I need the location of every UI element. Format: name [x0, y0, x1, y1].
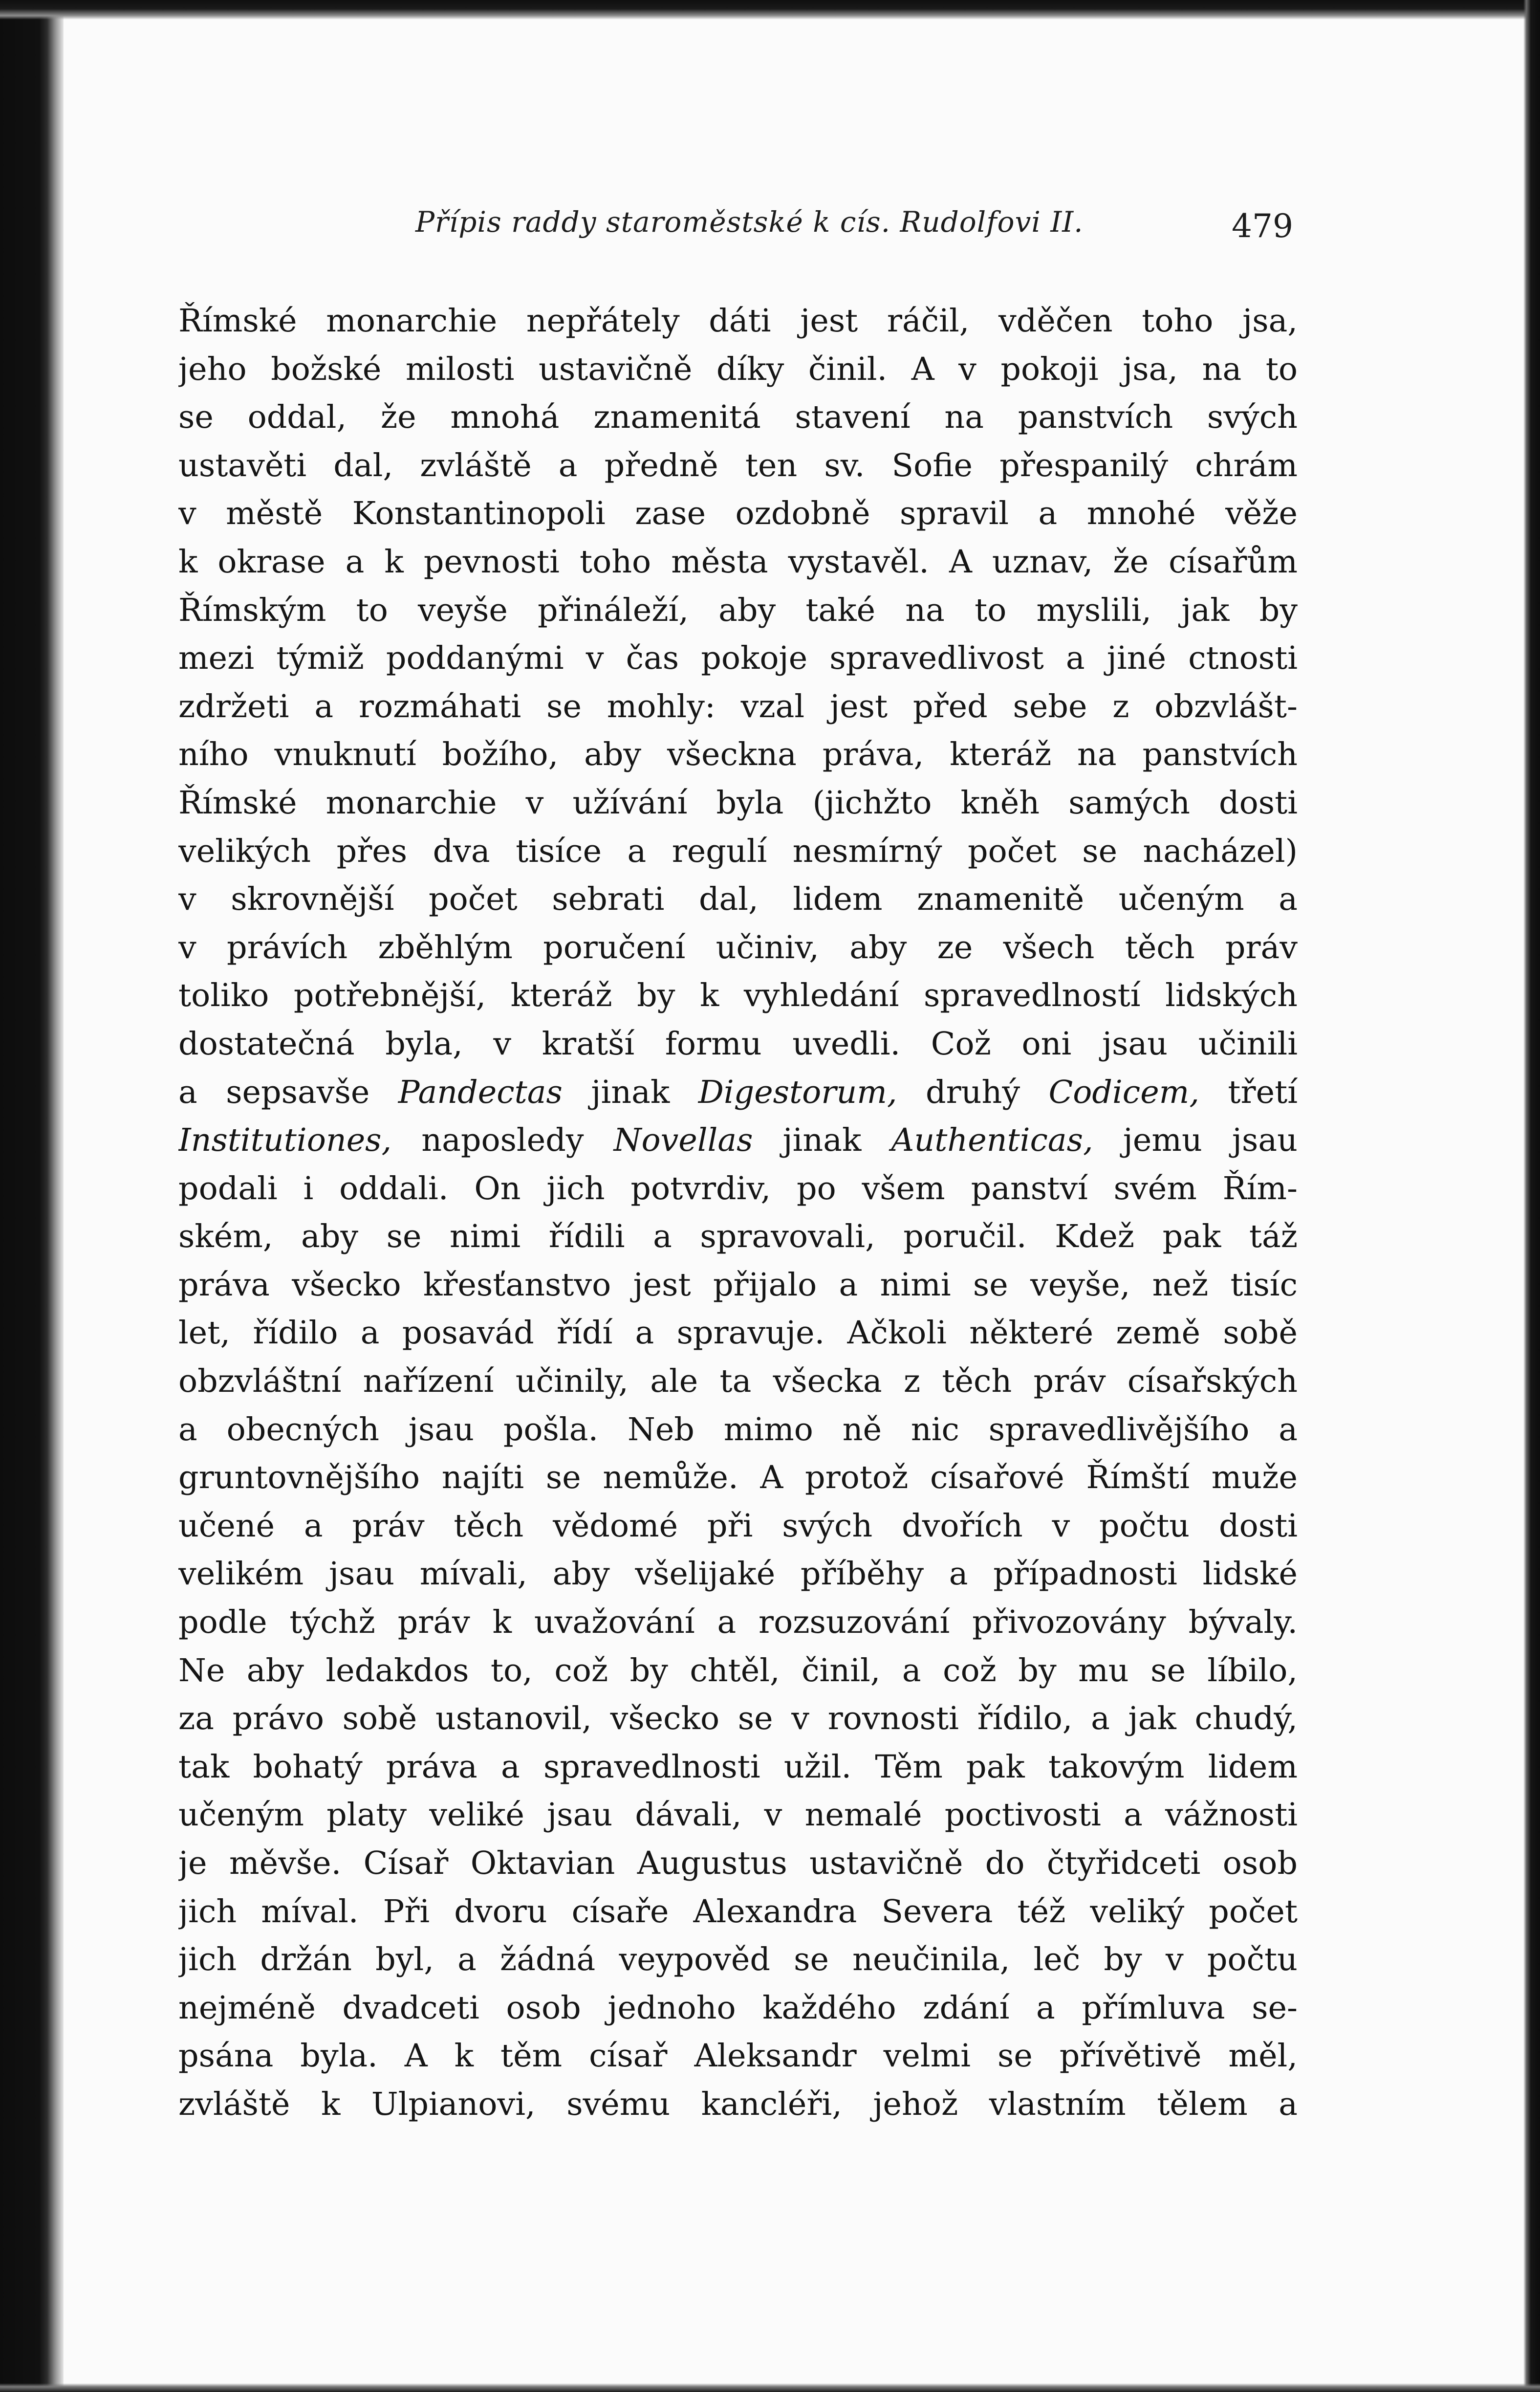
text-line: nejméně dvadceti osob jednoho každého zdání a přímluva se-: [178, 1989, 1298, 2026]
text-run: druhý: [897, 1074, 1049, 1111]
text-line: psána byla. A k těm císař Aleksandr velmi se přívětivě měl,: [178, 2038, 1298, 2075]
text-run: jemu jsau: [1093, 1122, 1298, 1159]
text-line: jeho božské milosti ustavičně díky činil. A v pokoji jsa, na to: [178, 351, 1298, 388]
text-run: a sepsavše: [178, 1074, 398, 1111]
scan-edge-bottom: [0, 2383, 1540, 2392]
text-line-mixed: [178, 1117, 1298, 1165]
text-line: učeným platy veliké jsau dávali, v nemalé poctivosti a vážnosti: [178, 1797, 1298, 1834]
scan-edge-right: [1523, 0, 1540, 2392]
text-line: obzvláštní nařízení učinily, ale ta všecka z těch práv císařských: [178, 1363, 1298, 1400]
text-line: a obecných jsau pošla. Neb mimo ně nic spravedlivějšího a: [178, 1411, 1298, 1448]
text-line: jich držán byl, a žádná veypověd se neučinila, leč by v počtu: [178, 1941, 1298, 1978]
text-line: velikém jsau mívali, aby všelijaké příběhy a případnosti lidské: [178, 1556, 1298, 1593]
body-text: [178, 297, 1298, 2129]
text-line: v skrovnější počet sebrati dal, lidem znamenitě učeným a: [178, 881, 1298, 918]
text-line: v městě Konstantinopoli zase ozdobně spravil a mnohé věže: [178, 495, 1298, 532]
text-line: Římským to veyše přináleží, aby také na to myslili, jak by: [178, 592, 1298, 629]
text-line: za právo sobě ustanovil, všecko se v rovnosti řídilo, a jak chudý,: [178, 1700, 1298, 1737]
scan-edge-top: [0, 0, 1540, 20]
text-line: tak bohatý práva a spravedlnosti užil. Těm pak takovým lidem: [178, 1748, 1298, 1785]
latin-term: Authenticas,: [891, 1122, 1093, 1159]
latin-term: Pandectas: [398, 1074, 563, 1111]
text-run: třetí: [1199, 1074, 1298, 1111]
text-line: podali i oddali. On jich potvrdiv, po všem panství svém Řím-: [178, 1170, 1298, 1207]
text-line: jich míval. Při dvoru císaře Alexandra Severa též veliký počet: [178, 1893, 1298, 1930]
text-line: v právích zběhlým poručení učiniv, aby ze všech těch práv: [178, 929, 1298, 966]
latin-term: Novellas: [613, 1122, 753, 1159]
text-line: ního vnuknutí božího, aby všeckna práva, kteráž na panstvích: [178, 736, 1298, 773]
text-line: dostatečná byla, v kratší formu uvedli. Což oni jsau učinili: [178, 1025, 1298, 1062]
text-line: Ne aby ledakdos to, což by chtěl, činil, a což by mu se líbilo,: [178, 1652, 1298, 1689]
text-line: podle týchž práv k uvažování a rozsuzování přivozovány bývaly.: [178, 1604, 1298, 1641]
scan-edge-left: [0, 0, 64, 2392]
text-run: jinak: [562, 1074, 698, 1111]
running-head: Přípis raddy staroměstské k cís. Rudolfovi II.: [415, 205, 1084, 239]
text-line-mixed: [178, 1069, 1298, 1117]
text-line: práva všecko křesťanstvo jest přijalo a nimi se veyše, než tisíc: [178, 1266, 1298, 1303]
text-line: toliko potřebnější, kteráž by k vyhledání spravedlností lidských: [178, 977, 1298, 1014]
text-line: učené a práv těch vědomé při svých dvořích v počtu dosti: [178, 1507, 1298, 1544]
text-line: mezi týmiž poddanými v čas pokoje spravedlivost a jiné ctnosti: [178, 640, 1298, 677]
text-line: se oddal, že mnohá znamenitá stavení na panstvích svých: [178, 399, 1298, 436]
latin-term: Institutiones,: [178, 1122, 392, 1159]
text-line: Římské monarchie nepřátely dáti jest ráčil, vděčen toho jsa,: [178, 303, 1298, 339]
text-line: velikých přes dva tisíce a regulí nesmírný počet se nacházel): [178, 833, 1298, 870]
text-line: je měvše. Císař Oktavian Augustus ustavičně do čtyřidceti osob: [178, 1845, 1298, 1882]
text-line: Římské monarchie v užívání byla (jichžto kněh samých dosti: [178, 784, 1298, 821]
text-line: k okrase a k pevnosti toho města vystavěl. A uznav, že císařům: [178, 543, 1298, 580]
latin-term: Codicem,: [1048, 1074, 1199, 1111]
page-number: 479: [1232, 207, 1293, 245]
text-line: let, řídilo a posavád řídí a spravuje. Ačkoli některé země sobě: [178, 1315, 1298, 1352]
text-run: jinak: [753, 1122, 891, 1159]
text-line: zvláště k Ulpianovi, svému kancléři, jehož vlastním tělem a: [178, 2085, 1298, 2123]
text-run: naposledy: [391, 1122, 614, 1159]
text-line: ustavěti dal, zvláště a předně ten sv. Sofie přespanilý chrám: [178, 447, 1298, 484]
text-line: ském, aby se nimi řídili a spravovali, poručil. Kdež pak táž: [178, 1218, 1298, 1255]
latin-term: Digestorum,: [698, 1074, 897, 1111]
text-line: zdržeti a rozmáhati se mohly: vzal jest před sebe z obzvlášt-: [178, 688, 1298, 725]
text-line: gruntovnějšího najíti se nemůže. A protož císařové Římští muže: [178, 1459, 1298, 1496]
